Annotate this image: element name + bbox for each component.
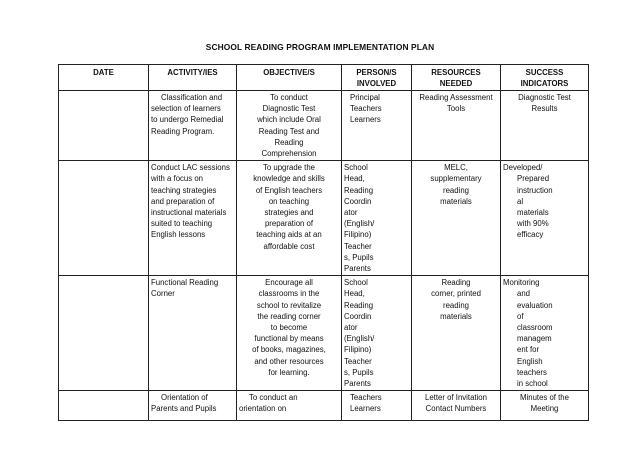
cell-line: teachers (517, 367, 547, 377)
cell-line: (English/ (344, 334, 375, 344)
cell-line: Head, (344, 174, 365, 184)
cell-line: ent for (517, 345, 540, 355)
cell-resources (412, 391, 501, 421)
cell-line: to become (270, 323, 308, 333)
cell-line: Orientation of (161, 393, 208, 403)
cell-line: teaching strategies (151, 185, 217, 195)
cell-line: Reading Program. (151, 126, 215, 136)
table-row (59, 161, 589, 276)
cell-line: English (517, 356, 543, 366)
cell-line: Learners (350, 115, 381, 125)
cell-line: materials (440, 311, 472, 321)
cell-line: Meeting (530, 404, 559, 414)
cell-line: Minutes of the (520, 393, 569, 403)
cell-line: Coordin (344, 311, 372, 321)
cell-line: MELC, (444, 163, 468, 173)
cell-activity (149, 91, 237, 161)
cell-line: selection of learners (151, 104, 221, 114)
cell-resources (412, 161, 501, 276)
cell-line: with 90% (517, 219, 549, 229)
cell-line: Teacher (344, 241, 372, 251)
cell-line: Teacher (344, 356, 372, 366)
cell-line: the reading corner (257, 311, 321, 321)
cell-date (59, 276, 149, 391)
cell-line: and other resources (254, 356, 324, 366)
cell-activity (149, 161, 237, 276)
cell-line: of English teachers (255, 185, 323, 195)
cell-line: functional by means (254, 334, 324, 344)
cell-line: School (344, 278, 368, 288)
cell-line: al (517, 196, 524, 206)
cell-line: s, Pupils (344, 252, 374, 262)
cell-line: Teachers (350, 393, 382, 403)
cell-indicators (501, 91, 589, 161)
cell-line: Coordin (344, 196, 372, 206)
cell-line: in school (517, 379, 548, 389)
cell-persons (342, 161, 412, 276)
table-row (59, 391, 589, 421)
header-indicators-line: INDICATORS (520, 79, 569, 88)
cell-line: Encourage all (265, 278, 313, 288)
cell-line: Reading Test and (258, 126, 320, 136)
cell-line: affordable cost (263, 241, 315, 251)
cell-line: Learners (350, 404, 381, 414)
table-row (59, 91, 589, 161)
cell-line: suited to teaching (151, 219, 213, 229)
cell-activity (149, 276, 237, 391)
cell-objective (237, 161, 342, 276)
cell-line: materials (517, 208, 549, 218)
cell-line: Reading (441, 278, 471, 288)
cell-objective (237, 276, 342, 391)
header-persons-line: INVOLVED (356, 79, 397, 88)
cell-persons (342, 391, 412, 421)
header-resources: RESOURCES NEEDED (412, 65, 501, 91)
cell-line: Comprehension (261, 149, 317, 159)
cell-line: evaluation (517, 300, 553, 310)
cell-line: Reading (344, 185, 374, 195)
cell-line: orientation on (239, 404, 287, 414)
cell-line: on teaching (268, 196, 310, 206)
cell-line: English lessons (151, 230, 206, 240)
cell-line: reading (442, 300, 469, 310)
cell-activity (149, 391, 237, 421)
cell-line: strategies and (264, 208, 314, 218)
cell-line: classrooms in the (258, 289, 320, 299)
cell-line: Parents (344, 264, 371, 274)
cell-persons (342, 91, 412, 161)
cell-line: Reading Assessment (419, 93, 493, 102)
cell-line: Contact Numbers (425, 404, 487, 414)
cell-line: School (344, 163, 368, 173)
cell-indicators (501, 276, 589, 391)
cell-date (59, 161, 149, 276)
cell-line: supplementary (430, 174, 482, 184)
cell-line: materials (440, 196, 472, 206)
cell-line: ator (344, 323, 358, 333)
cell-line: Head, (344, 289, 365, 299)
document-title: SCHOOL READING PROGRAM IMPLEMENTATION PLAN (205, 42, 435, 52)
cell-line: Prepared (517, 174, 550, 184)
cell-persons (342, 276, 412, 391)
cell-line: to undergo Remedial (151, 115, 224, 125)
header-date: DATE (59, 65, 149, 91)
cell-line: preparation of (264, 219, 314, 229)
cell-line: teaching aids at an (256, 230, 322, 240)
header-objective: OBJECTIVE/S (237, 65, 342, 91)
cell-line: Developed/ (503, 163, 543, 173)
cell-line: Results (531, 104, 558, 114)
cell-line: Parents and Pupils (151, 404, 217, 414)
cell-objective (237, 91, 342, 161)
cell-line: Classification and (161, 93, 223, 102)
cell-line: ator (344, 208, 358, 218)
cell-objective (237, 391, 342, 421)
cell-line: s, Pupils (344, 367, 374, 377)
cell-line: To conduct an (249, 393, 298, 403)
cell-line: reading (442, 185, 469, 195)
cell-line: school to revitalize (256, 300, 322, 310)
header-persons (342, 65, 412, 91)
cell-line: Filipino) (344, 230, 372, 240)
cell-line: Letter of Invitation (425, 393, 487, 403)
cell-line: (English/ (344, 219, 375, 229)
cell-resources (412, 276, 501, 391)
cell-line: with a focus on (151, 174, 204, 184)
cell-line: Filipino) (344, 345, 372, 355)
cell-line: efficacy (517, 230, 544, 240)
cell-date (59, 91, 149, 161)
cell-line: Monitoring (503, 278, 540, 288)
cell-line: knowledge and skills (253, 174, 325, 184)
cell-line: instructional materials (151, 208, 227, 218)
header-row (59, 65, 589, 91)
cell-date (59, 391, 149, 421)
cell-line: and (517, 289, 531, 299)
cell-line: Conduct LAC sessions (151, 163, 230, 173)
cell-line: To upgrade the (262, 163, 316, 173)
cell-line: of books, magazines, (252, 345, 326, 355)
cell-line: instruction (517, 185, 553, 195)
cell-line: Reading (274, 137, 304, 147)
cell-line: for learning. (268, 367, 310, 377)
cell-line: Tools (446, 104, 466, 114)
cell-indicators (501, 161, 589, 276)
cell-line: Reading (344, 300, 374, 310)
cell-line: of (517, 311, 524, 321)
cell-line: Functional Reading (151, 278, 219, 288)
implementation-plan-table (58, 64, 589, 421)
cell-line: Diagnostic Test (518, 93, 571, 102)
cell-line: managem (517, 334, 552, 344)
cell-line: Teachers (350, 104, 382, 114)
cell-line: which include Oral (257, 115, 321, 125)
cell-line: Parents (344, 379, 371, 389)
cell-line: Diagnostic Test (262, 104, 316, 114)
header-indicators (501, 65, 589, 91)
header-persons-line: PERSON/S (356, 68, 397, 77)
cell-line: corner, printed (431, 289, 481, 299)
cell-indicators (501, 391, 589, 421)
cell-line: To conduct (270, 93, 308, 102)
header-activity: ACTIVITY/IES (149, 65, 237, 91)
cell-line: Corner (151, 289, 175, 299)
table-row (59, 276, 589, 391)
cell-line: and preparation of (151, 196, 215, 206)
cell-resources (412, 91, 501, 161)
header-indicators-line: SUCCESS (525, 68, 564, 77)
cell-line: Principal (350, 93, 380, 102)
cell-line: classroom (517, 323, 553, 333)
